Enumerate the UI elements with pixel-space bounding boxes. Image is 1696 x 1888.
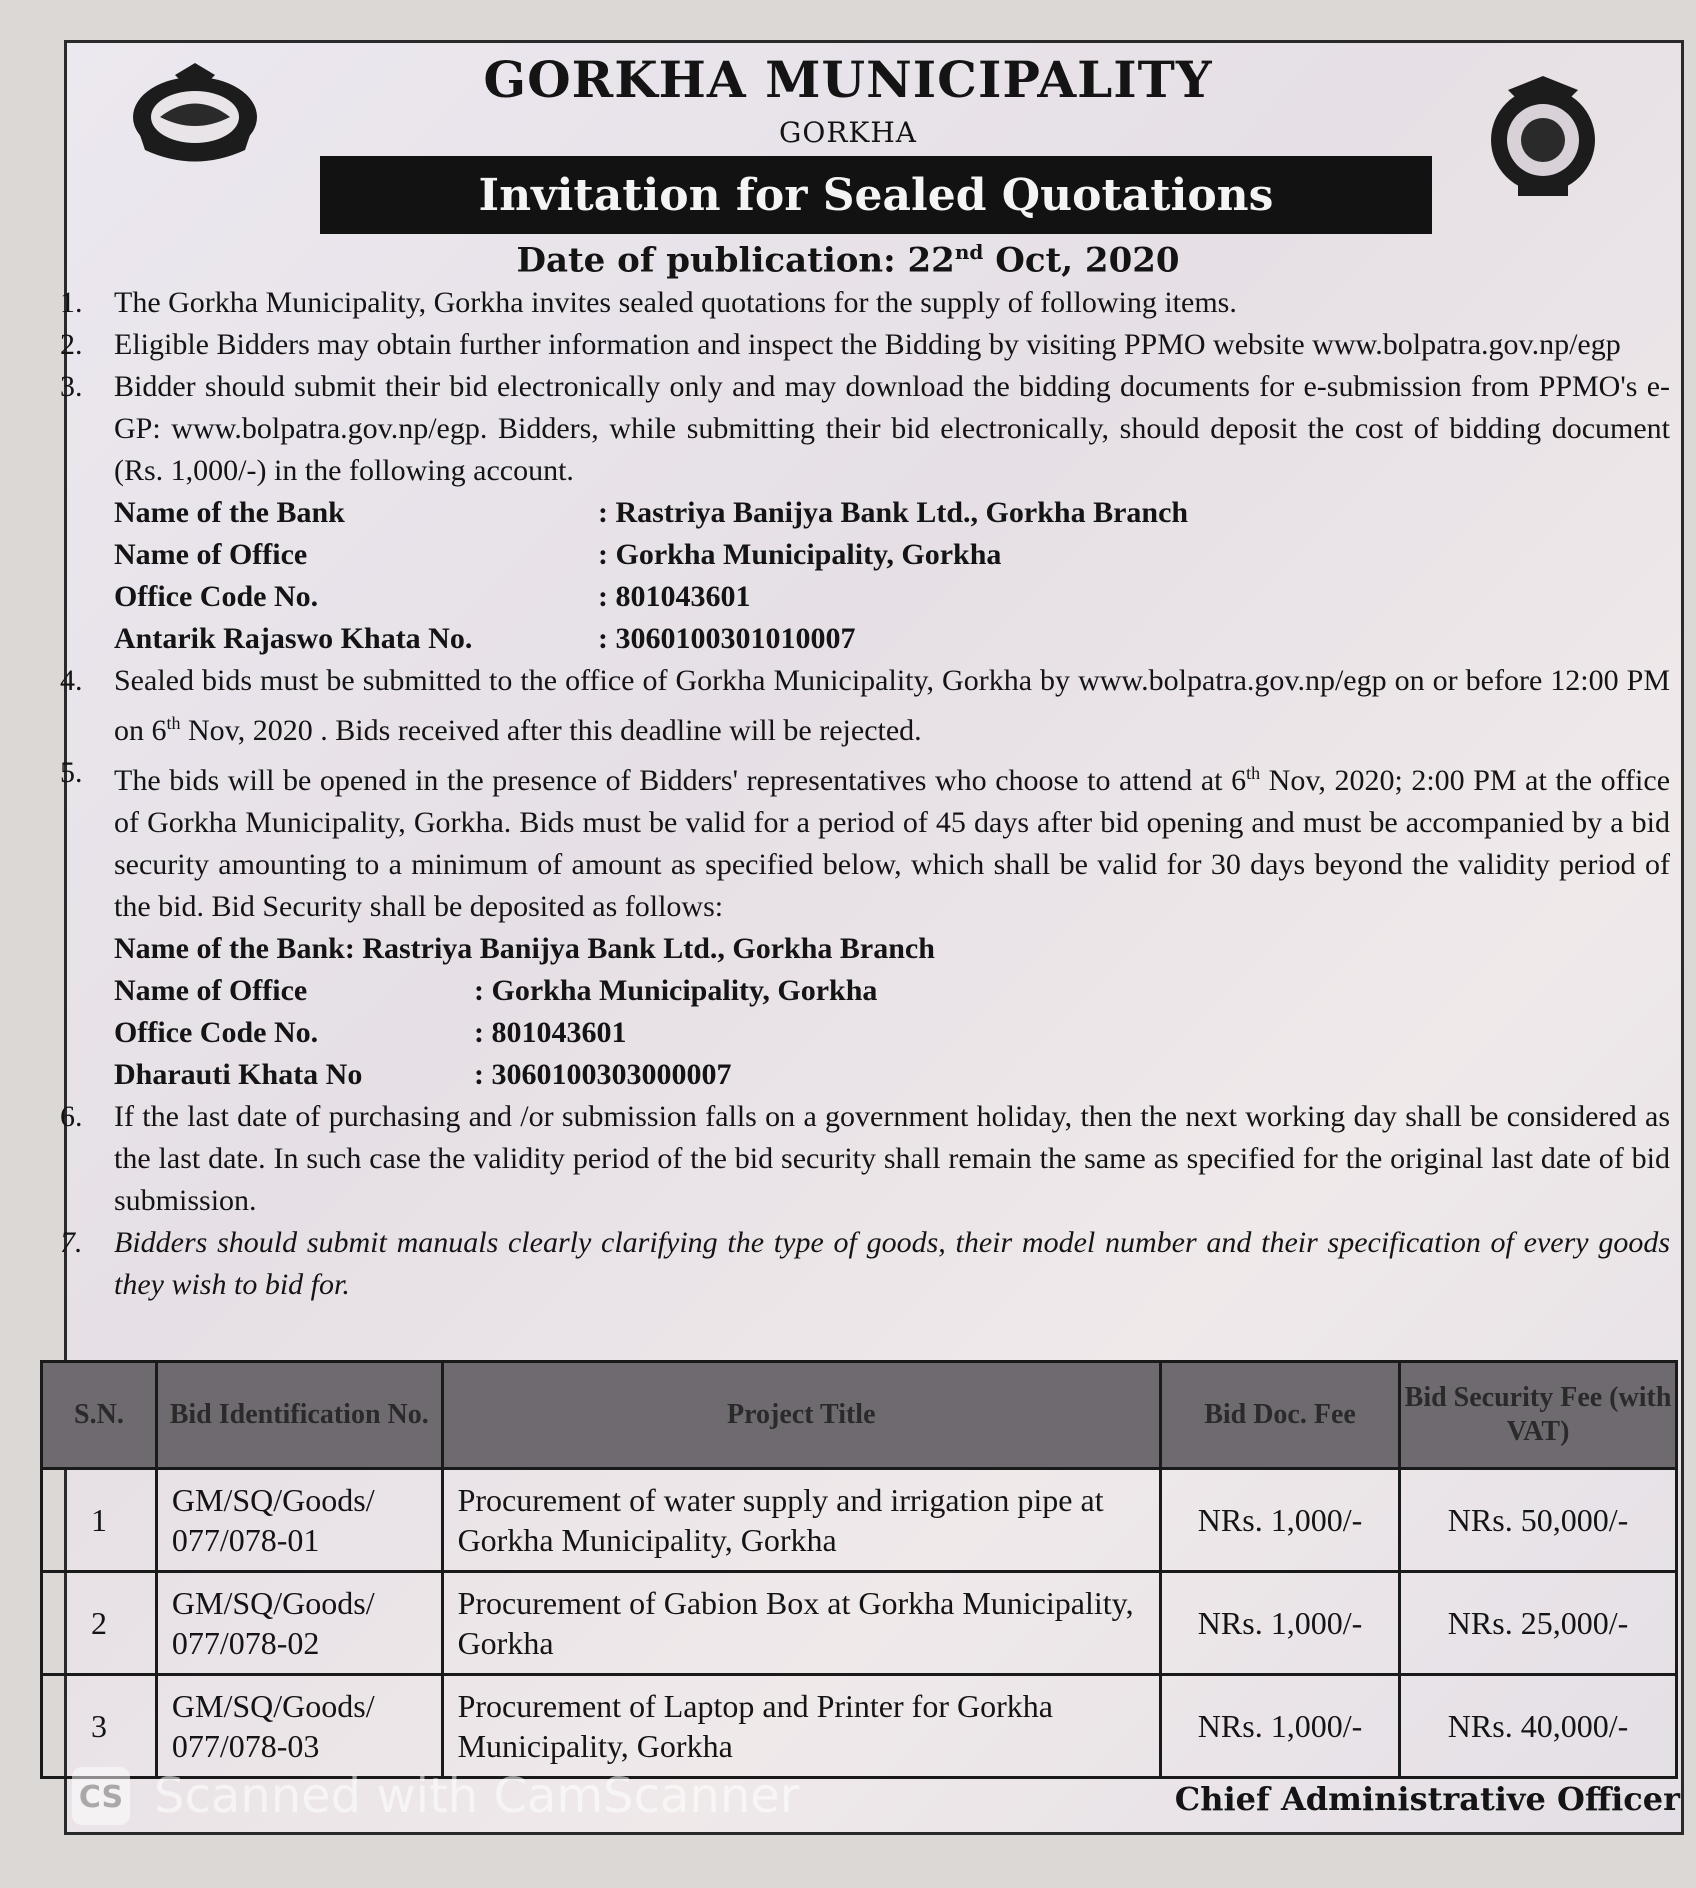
column-header: Project Title bbox=[442, 1362, 1160, 1469]
account-row: Office Code No. : 801043601 bbox=[114, 580, 751, 613]
bid-items-table bbox=[40, 1360, 1678, 1779]
account-row: Antarik Rajaswo Khata No. : 3060100301010007 bbox=[114, 622, 856, 655]
column-header: Bid Doc. Fee bbox=[1160, 1362, 1399, 1469]
watermark-text: Scanned with CamScanner bbox=[154, 1768, 800, 1824]
publication-date: Date of publication: 22nd Oct, 2020 bbox=[516, 240, 1180, 281]
notice-title: Invitation for Sealed Quotations bbox=[478, 169, 1274, 221]
notice-title-banner bbox=[320, 156, 1432, 234]
organization-location: GORKHA bbox=[779, 116, 917, 149]
organization-name: GORKHA MUNICIPALITY bbox=[483, 50, 1213, 109]
list-item: 1. The Gorkha Municipality, Gorkha invites sealed quotations for the supply of following items. bbox=[60, 286, 1237, 319]
account-row: Dharauti Khata No : 3060100303000007 bbox=[114, 1058, 732, 1091]
account-row: Name of Office : Gorkha Municipality, Gorkha bbox=[114, 974, 878, 1007]
bid-security-account-details bbox=[60, 928, 1670, 1096]
table-row: 2 GM/SQ/Goods/ 077/078-02 Procurement of Gabion Box at Gorkha Municipality, Gorkha NRs. 1,000/- NRs. 25,000/- bbox=[42, 1572, 1677, 1675]
account-row: Name of the Bank : Rastriya Banijya Bank Ltd., Gorkha Branch bbox=[114, 496, 1189, 529]
list-item: 2. Eligible Bidders may obtain further information and inspect the Bidding by visiting PPMO website www.bolpatra.gov.np/egp bbox=[60, 328, 1621, 361]
account-row: Office Code No. : 801043601 bbox=[114, 1016, 627, 1049]
account-bank-line: Name of the Bank: Rastriya Banijya Bank Ltd., Gorkha Branch bbox=[114, 932, 935, 965]
column-header: S.N. bbox=[42, 1362, 157, 1469]
table-header-row bbox=[42, 1362, 1677, 1469]
column-header: Bid Security Fee (with VAT) bbox=[1400, 1362, 1677, 1469]
list-item: 4. Sealed bids must be submitted to the office of Gorkha Municipality, Gorkha by www.bolpatra.gov.np/egp on or before 12:00 PM on 6th Nov, 2020 . Bids received after this deadline will be rejected. bbox=[60, 664, 1670, 747]
column-header: Bid Identification No. bbox=[156, 1362, 442, 1469]
list-item: 7. Bidders should submit manuals clearly clarifying the type of goods, their model number and their specification of every goods they wish to bid for. bbox=[60, 1226, 1670, 1301]
table-row: 1 GM/SQ/Goods/ 077/078-01 Procurement of water supply and irrigation pipe at Gorkha Municipality, Gorkha NRs. 1,000/- NRs. 50,000/- bbox=[42, 1469, 1677, 1572]
svg-text:CS: CS bbox=[78, 1780, 124, 1815]
list-item: 5. The bids will be opened in the presence of Bidders' representatives who choose to attend at 6th Nov, 2020; 2:00 PM at the office of Gorkha Municipality, Gorkha. Bids must be valid for a period of 45 days after bid opening and must be accompanied by a bid security amounting to a minimum of amount as specified below, which shall be valid for 30 days beyond the validity period of the bid. Bid Security shall be deposited as follows: bbox=[60, 756, 1671, 923]
camscanner-logo-icon bbox=[70, 1765, 132, 1827]
bank-account-details bbox=[60, 492, 1670, 660]
list-item: 3. Bidder should submit their bid electronically only and may download the bidding documents for e-submission from PPMO's e-GP: www.bolpatra.gov.np/egp. Bidders, while submitting their bid electronically, should deposit the cost of bidding document (Rs. 1,000/-) in the following account. bbox=[60, 370, 1670, 487]
table-row: 3 GM/SQ/Goods/ 077/078-03 Procurement of Laptop and Printer for Gorkha Municipality, Gorkha NRs. 1,000/- NRs. 40,000/- bbox=[42, 1675, 1677, 1778]
list-item: 6. If the last date of purchasing and /or submission falls on a government holiday, then the next working day shall be considered as the last date. In such case the validity period of the bid security shall remain the same as specified for the original last date of bid submission. bbox=[60, 1100, 1670, 1217]
account-row: Name of Office : Gorkha Municipality, Gorkha bbox=[114, 538, 1002, 571]
signatory-title: Chief Administrative Officer bbox=[1174, 1780, 1680, 1818]
notice-body bbox=[60, 282, 1670, 1306]
scanner-watermark bbox=[70, 1765, 800, 1827]
